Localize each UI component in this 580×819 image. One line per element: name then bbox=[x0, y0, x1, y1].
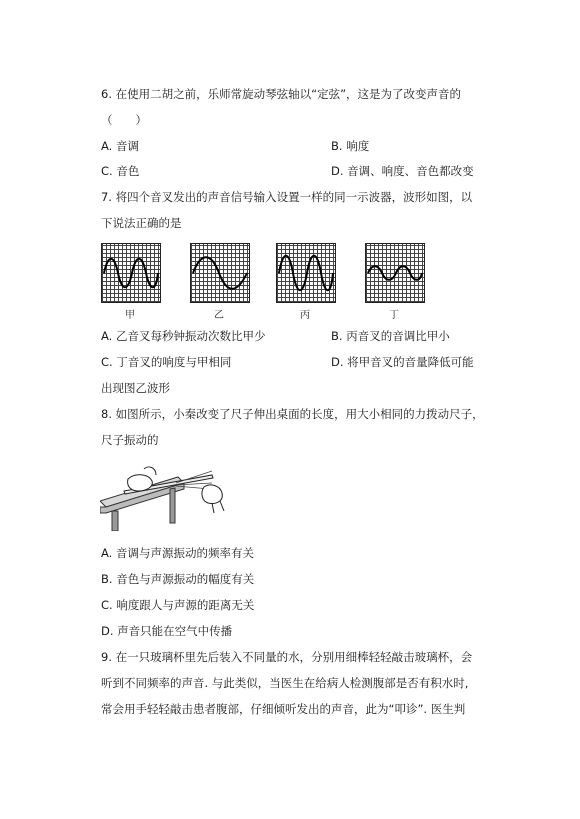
scope-label-ding: 丁 bbox=[389, 310, 399, 321]
oscilloscope-ding bbox=[365, 243, 425, 303]
oscilloscope-yi bbox=[190, 243, 250, 303]
q7-option-b: B. 丙音叉的音调比甲小 bbox=[331, 329, 450, 343]
q9-line1: 9. 在一只玻璃杯里先后装入不同量的水，分别用细棒轻轻敲击玻璃杯，会 bbox=[101, 650, 473, 664]
q9-line3: 常会用手轻轻敲击患者腹部，仔细倾听发出的声音，此为“叩诊”. 医生判 bbox=[101, 702, 466, 716]
q8-option-c: C. 响度跟人与声源的距离无关 bbox=[101, 598, 255, 612]
q6-option-d: D. 音调、响度、音色都改变 bbox=[331, 164, 474, 178]
scope-label-yi: 乙 bbox=[214, 310, 224, 321]
q7-option-c: C. 丁音叉的响度与甲相同 bbox=[101, 355, 232, 369]
q8-stem-line1: 8. 如图所示，小秦改变了尺子伸出桌面的长度，用大小相同的力拨动尺子， bbox=[101, 407, 484, 421]
waveform-ding bbox=[366, 244, 424, 302]
waveform-jia bbox=[102, 244, 160, 302]
scope-label-bing: 丙 bbox=[300, 310, 310, 321]
scope-label-jia: 甲 bbox=[125, 310, 135, 321]
q6-option-b: B. 响度 bbox=[331, 139, 370, 153]
oscilloscope-bing bbox=[276, 243, 336, 303]
q7-stem-line2: 下说法正确的是 bbox=[101, 216, 182, 230]
waveform-bing bbox=[277, 244, 335, 302]
q7-option-d-continued: 出现图乙波形 bbox=[101, 381, 170, 395]
q7-option-d: D. 将甲音叉的音量降低可能 bbox=[331, 355, 474, 369]
q7-option-a: A. 乙音叉每秒钟振动次数比甲少 bbox=[101, 329, 266, 343]
q9-line2: 听到不同频率的声音. 与此类似，当医生在给病人检测腹部是否有积水时, bbox=[101, 676, 469, 690]
q7-stem-line1: 7. 将四个音叉发出的声音信号输入设置一样的同一示波器，波形如图，以 bbox=[101, 190, 473, 204]
ruler-on-table-figure bbox=[100, 461, 230, 531]
oscilloscope-jia bbox=[101, 243, 161, 303]
q8-option-b: B. 音色与声源振动的幅度有关 bbox=[101, 572, 255, 586]
q6-option-a: A. 音调 bbox=[101, 139, 139, 153]
q6-stem-line2: （ ） bbox=[101, 113, 147, 127]
q8-option-d: D. 声音只能在空气中传播 bbox=[101, 624, 233, 638]
waveform-yi bbox=[191, 244, 249, 302]
q6-option-c: C. 音色 bbox=[101, 164, 140, 178]
q6-stem-line1: 6. 在使用二胡之前，乐师常旋动琴弦轴以“定弦”，这是为了改变声音的 bbox=[101, 87, 462, 101]
q8-option-a: A. 音调与声源振动的频率有关 bbox=[101, 546, 254, 560]
q8-stem-line2: 尺子振动的 bbox=[101, 433, 159, 447]
